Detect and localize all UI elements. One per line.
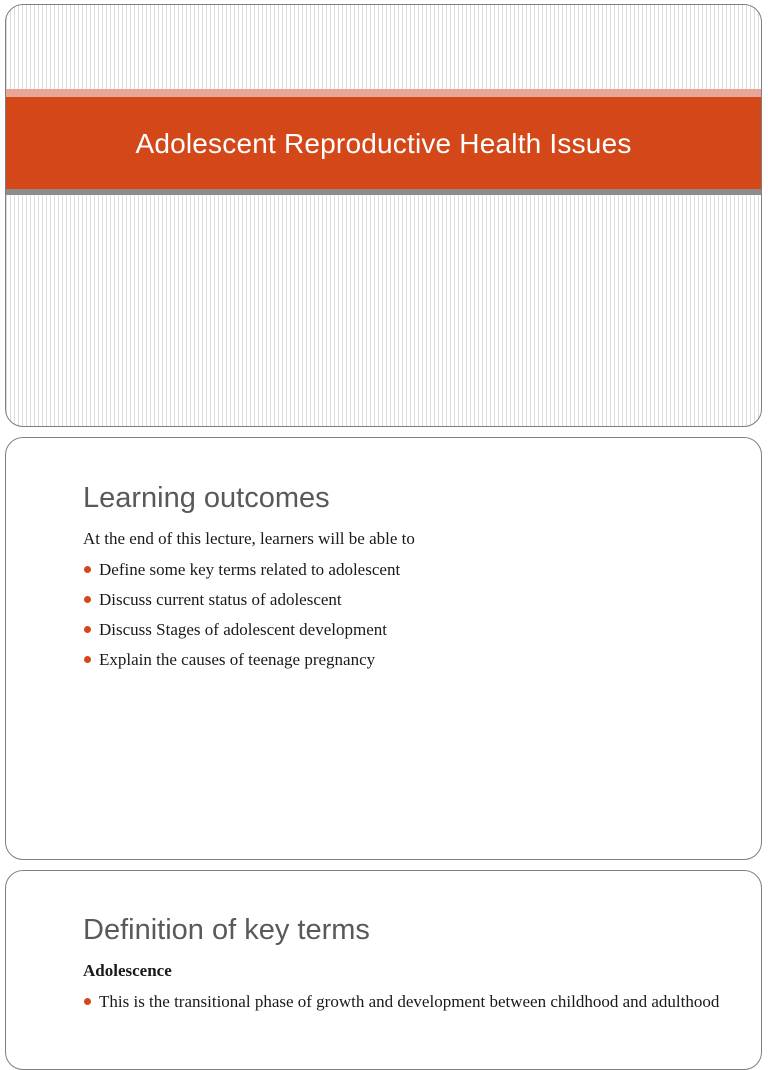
bullet-dot-icon xyxy=(84,998,91,1005)
title-band-shadow xyxy=(6,189,761,195)
title-band-accent xyxy=(6,89,761,97)
bullet-dot-icon xyxy=(84,566,91,573)
title-band xyxy=(6,97,761,189)
list-item xyxy=(83,991,723,1012)
list-item xyxy=(83,619,400,640)
list-item-text: Define some key terms related to adolescent xyxy=(99,560,401,579)
bullet-dot-icon xyxy=(84,596,91,603)
slide-heading: Learning outcomes xyxy=(83,482,330,514)
term-heading: Adolescence xyxy=(83,961,172,980)
list-item-text: Discuss current status of adolescent xyxy=(99,590,342,609)
slide-title xyxy=(5,4,762,427)
list-item xyxy=(83,559,400,580)
list-item-text: Explain the causes of teenage pregnancy xyxy=(99,650,376,669)
list-item-text: This is the transitional phase of growth and development between childhood and adulthood xyxy=(99,992,720,1011)
presentation-title: Adolescent Reproductive Health Issues xyxy=(135,128,632,159)
slide-heading: Definition of key terms xyxy=(83,914,370,946)
list-item xyxy=(83,589,400,610)
bullet-dot-icon xyxy=(84,626,91,633)
slide-learning-outcomes xyxy=(5,437,762,860)
intro-text: At the end of this lecture, learners will be able to xyxy=(83,529,415,548)
outcomes-list xyxy=(83,559,400,679)
definition-list xyxy=(83,991,723,1021)
slide-definitions xyxy=(5,870,762,1070)
list-item-text: Discuss Stages of adolescent development xyxy=(99,620,387,639)
list-item xyxy=(83,649,400,670)
bullet-dot-icon xyxy=(84,656,91,663)
